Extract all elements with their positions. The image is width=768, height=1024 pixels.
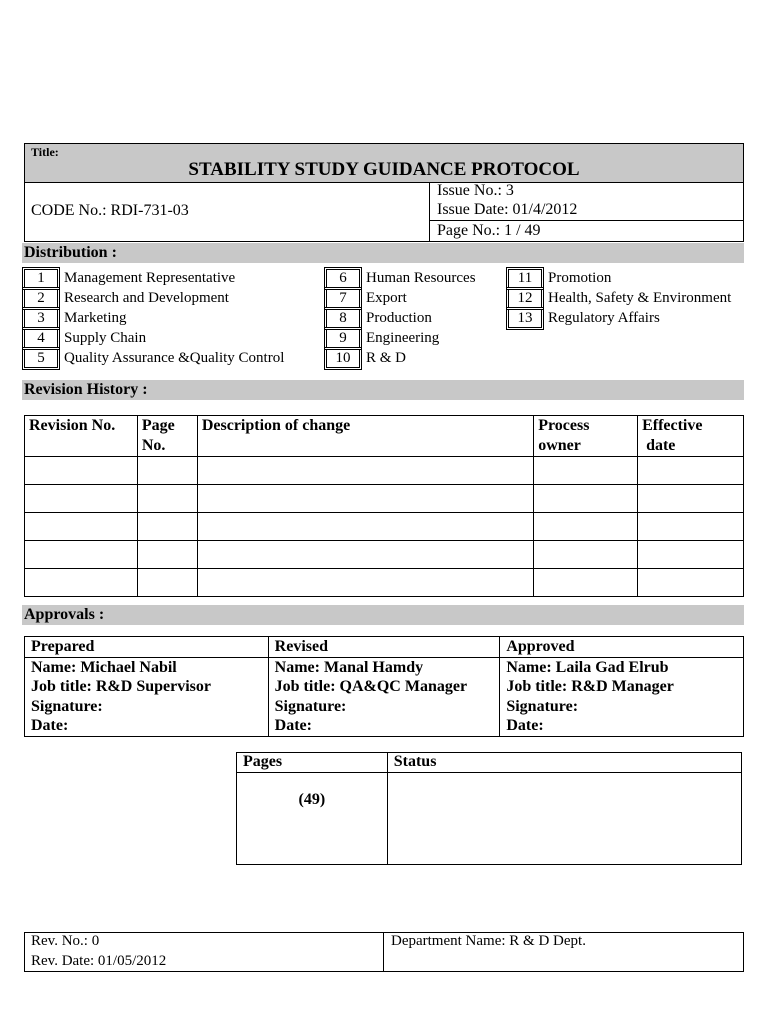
header-page-line-2: No. [141,437,166,454]
table-row [25,513,744,541]
header-process-owner [534,416,638,457]
distribution-item [326,328,506,348]
issue-number: Issue No.: 3 [437,182,514,199]
prepared-job-title: Job title: R&D Supervisor [31,678,211,695]
distribution-label: Management Representative [64,269,236,286]
distribution-label: Marketing [64,309,127,326]
footer-divider [383,933,384,971]
footer [24,932,744,972]
table-cell [25,541,138,569]
issue-separator [430,220,743,221]
revision-history-table [24,415,744,597]
distribution-item [508,288,758,308]
table-cell [638,457,744,485]
pages-status-table [236,752,742,865]
issue-info [430,182,743,241]
document-title: STABILITY STUDY GUIDANCE PROTOCOL [188,159,580,180]
distribution-number: 12 [508,289,542,308]
pages-status-value-row [237,773,742,865]
distribution-label: Research and Development [64,289,229,306]
pages-status-header-row [237,753,742,773]
distribution-item [508,308,758,328]
distribution-number: 10 [326,349,360,368]
table-cell [25,457,138,485]
table-cell [534,513,638,541]
table-cell [197,457,533,485]
title-label: Title: [31,145,59,159]
distribution-item [24,288,324,308]
table-cell [638,541,744,569]
revision-history-heading: Revision History : [22,380,744,400]
table-cell [25,569,138,597]
distribution-label: R & D [366,349,407,366]
revised-name: Name: Manal Hamdy [274,658,424,676]
revised-signature: Signature: [274,697,347,715]
header-effective-line-1: Effective [642,417,703,434]
distribution-item [508,268,758,288]
header-description: Description of change [197,416,533,457]
title-bar [24,143,744,183]
distribution-col-2 [326,268,506,368]
pages-value: (49) [237,773,388,865]
distribution-col-3 [508,268,758,328]
issue-date: Issue Date: 01/4/2012 [437,201,578,218]
distribution-label: Human Resources [366,269,476,286]
distribution-item [326,288,506,308]
distribution-number: 9 [326,329,360,348]
table-cell [137,541,197,569]
footer-rev-no: Rev. No.: 0 [31,933,100,949]
distribution-number: 6 [326,269,360,288]
approved-date: Date: [506,717,544,734]
distribution-item [24,268,324,288]
pages-label: Pages [237,753,388,773]
table-cell [197,569,533,597]
distribution-label: Regulatory Affairs [548,309,660,326]
header-revision-no: Revision No. [25,416,138,457]
distribution-number: 8 [326,309,360,328]
approved-job-title: Job title: R&D Manager [506,678,674,695]
approvals-table [24,636,744,737]
approved-signature: Signature: [506,697,579,715]
revised-heading: Revised [268,637,500,658]
table-cell [638,485,744,513]
header-page-line-1: Page [141,417,175,434]
prepared-heading: Prepared [25,637,269,658]
table-cell [137,457,197,485]
distribution-number: 7 [326,289,360,308]
distribution-number: 5 [24,349,58,368]
distribution-item [24,328,324,348]
header-effective-date [638,416,744,457]
table-cell [638,569,744,597]
revised-date: Date: [274,717,312,734]
distribution-label: Health, Safety & Environment [548,289,732,306]
distribution-item [326,268,506,288]
table-cell [197,485,533,513]
table-row [25,569,744,597]
table-cell [534,457,638,485]
table-cell [137,513,197,541]
header-owner-line-1: Process [538,417,590,434]
prepared-signature: Signature: [31,697,103,715]
distribution-label: Quality Assurance &Quality Control [64,349,285,366]
revised-job-title: Job title: QA&QC Manager [274,678,468,695]
distribution-item [24,308,324,328]
distribution-number: 2 [24,289,58,308]
table-cell [137,569,197,597]
code-info-box [24,182,744,242]
table-cell [197,513,533,541]
distribution-heading: Distribution : [22,243,744,263]
distribution-label: Export [366,289,407,306]
table-cell [534,541,638,569]
status-label: Status [387,753,741,773]
prepared-details [25,657,269,736]
distribution-label: Production [366,309,432,326]
approvals-header-row [25,637,744,658]
prepared-name: Name: Michael Nabil [31,658,177,676]
table-row [25,485,744,513]
page-number: Page No.: 1 / 49 [437,222,541,239]
header-effective-line-2: date [646,437,676,454]
distribution-item [326,348,506,368]
prepared-date: Date: [31,717,69,734]
footer-rev-date: Rev. Date: 01/05/2012 [31,953,167,969]
header-page-no [137,416,197,457]
code-number: CODE No.: RDI-731-03 [31,202,189,219]
distribution-item [326,308,506,328]
distribution-item [24,348,324,368]
table-cell [137,485,197,513]
table-cell [534,569,638,597]
approved-name: Name: Laila Gad Elrub [506,658,669,676]
distribution-number: 1 [24,269,58,288]
distribution-col-1 [24,268,324,368]
approved-details [500,657,744,736]
status-value [387,773,741,865]
distribution-label: Supply Chain [64,329,147,346]
distribution-number: 11 [508,269,542,288]
table-cell [197,541,533,569]
distribution-number: 4 [24,329,58,348]
header-owner-line-2: owner [538,437,581,454]
revised-details [268,657,500,736]
approved-heading: Approved [500,637,744,658]
distribution-number: 13 [508,309,542,328]
approvals-details-row [25,657,744,736]
table-cell [534,485,638,513]
table-row [25,541,744,569]
table-header-row [25,416,744,457]
footer-department: Department Name: R & D Dept. [391,933,586,949]
distribution-label: Promotion [548,269,612,286]
table-cell [25,513,138,541]
distribution-label: Engineering [366,329,440,346]
table-cell [25,485,138,513]
table-row [25,457,744,485]
distribution-number: 3 [24,309,58,328]
table-cell [638,513,744,541]
approvals-heading: Approvals : [22,605,744,625]
